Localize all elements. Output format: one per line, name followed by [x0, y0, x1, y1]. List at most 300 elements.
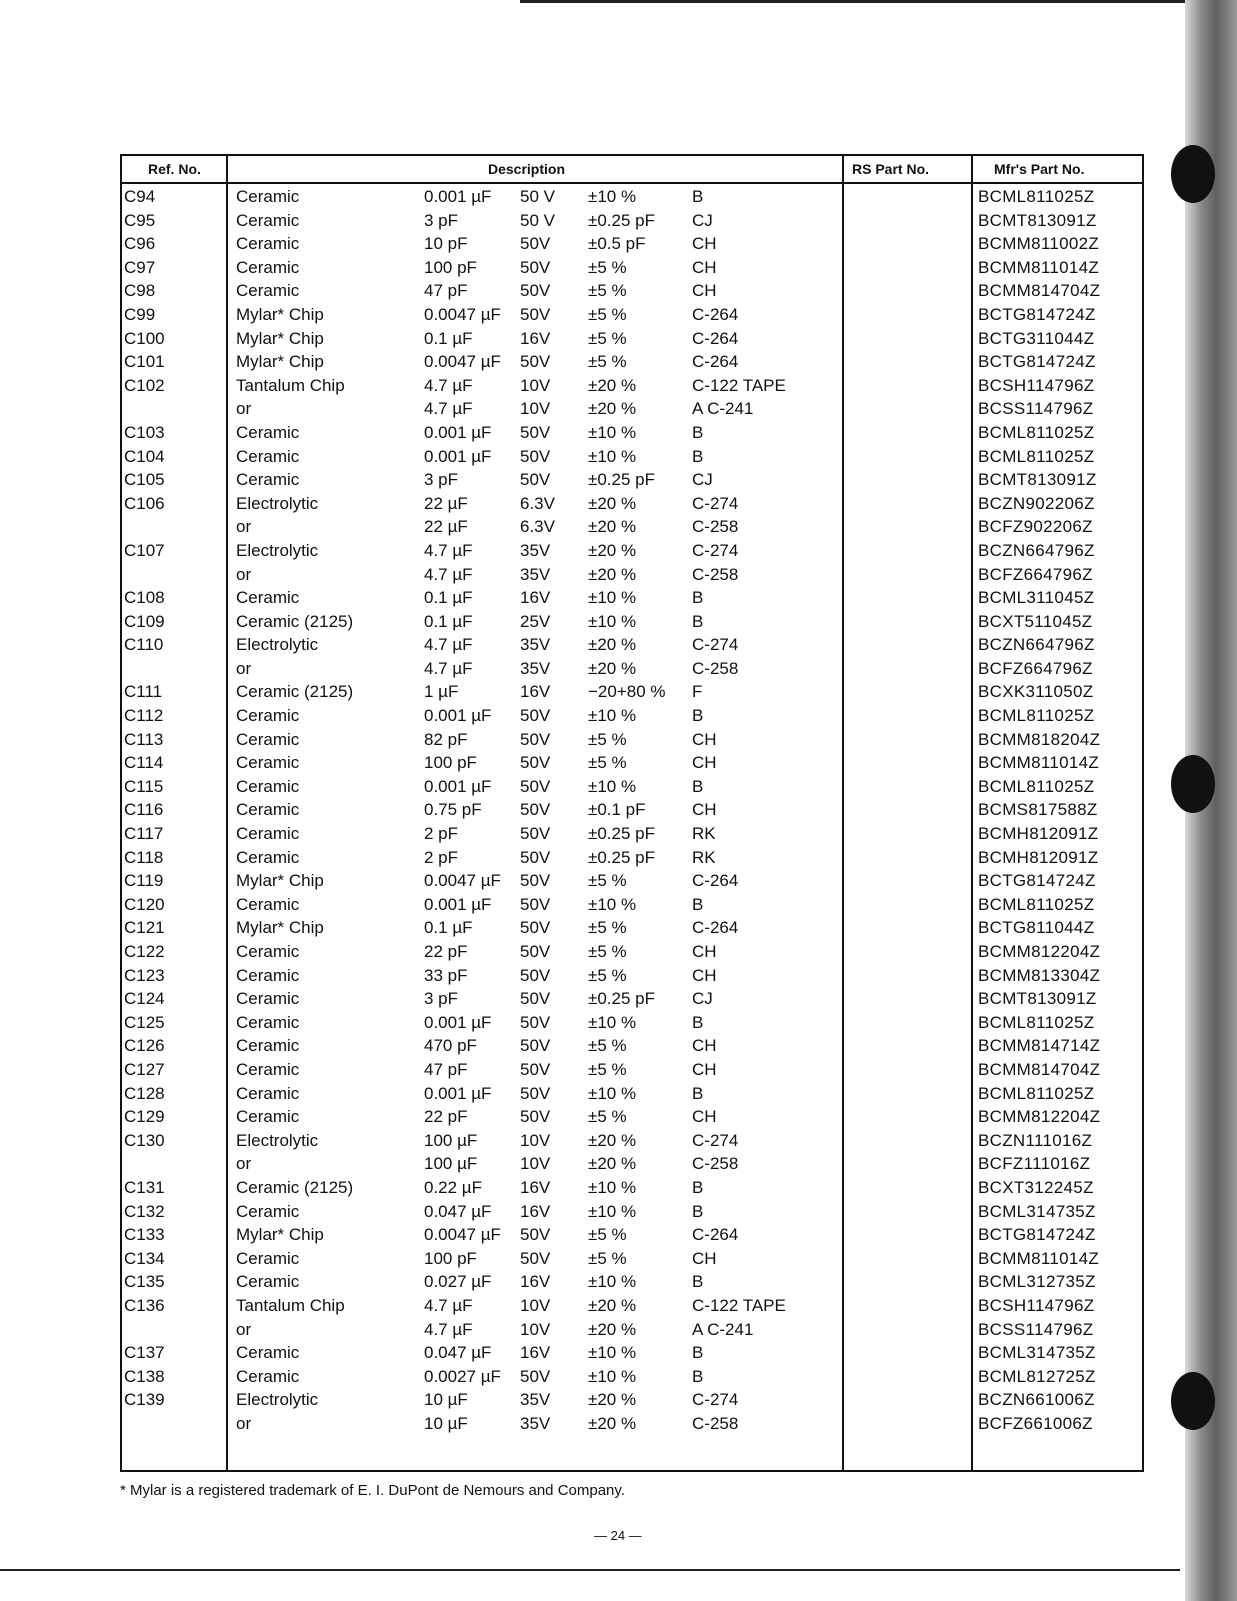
code-cell: B	[692, 446, 704, 466]
code-cell: B	[692, 1343, 704, 1363]
tolerance-cell: ±10 %	[588, 1272, 637, 1292]
type-cell: Mylar* Chip	[236, 304, 324, 324]
tolerance-cell: ±10 %	[588, 422, 637, 442]
mfr-part-cell: BCTG811044Z	[978, 918, 1095, 938]
type-cell: Electrolytic	[236, 635, 319, 655]
value-cell: 4.7 µF	[424, 564, 473, 584]
tolerance-cell: ±5 %	[588, 328, 627, 348]
ref-cell: C131	[124, 1177, 165, 1197]
voltage-cell: 50V	[520, 352, 551, 372]
table-row	[122, 278, 1142, 302]
voltage-cell: 50V	[520, 942, 551, 961]
type-cell: Ceramic (2125)	[236, 611, 354, 631]
code-cell: CH	[692, 942, 717, 961]
voltage-cell: 50V	[520, 824, 551, 844]
header-description: Description	[488, 161, 566, 177]
mfr-part-cell: BCMM814704Z	[978, 1059, 1101, 1079]
value-cell: 4.7 µF	[424, 1319, 473, 1339]
voltage-cell: 10V	[520, 399, 551, 419]
code-cell: C-274	[692, 493, 739, 513]
table-row	[122, 184, 1142, 208]
mfr-part-cell: BCML811025Z	[978, 776, 1095, 796]
mfr-part-cell: BCML314735Z	[978, 1201, 1096, 1221]
ref-cell: C138	[124, 1366, 165, 1386]
value-cell: 0.001 µF	[424, 1083, 492, 1103]
voltage-cell: 35V	[520, 635, 551, 655]
tolerance-cell: ±20 %	[588, 1295, 637, 1315]
mfr-part-cell: BCFZ664796Z	[978, 658, 1093, 678]
value-cell: 2 pF	[424, 847, 459, 867]
value-cell: 10 µF	[424, 1413, 468, 1433]
tolerance-cell: ±10 %	[588, 1012, 637, 1032]
table-row	[122, 396, 1142, 420]
value-cell: 0.001 µF	[424, 776, 492, 796]
code-cell: C-264	[692, 871, 739, 891]
ref-cell: C94	[124, 187, 156, 206]
ref-cell: C105	[124, 470, 165, 490]
table-row	[122, 845, 1142, 869]
table-row	[122, 1222, 1142, 1246]
value-cell: 0.1 µF	[424, 588, 473, 608]
value-cell: 0.047 µF	[424, 1343, 492, 1363]
code-cell: CH	[692, 729, 717, 749]
value-cell: 0.1 µF	[424, 611, 473, 631]
table-row	[122, 562, 1142, 586]
table-row	[122, 727, 1142, 751]
table-row	[122, 750, 1142, 774]
mfr-part-cell: BCTG814724Z	[978, 871, 1096, 891]
scan-bottom-line	[0, 1569, 1180, 1571]
voltage-cell: 16V	[520, 1177, 551, 1197]
code-cell: C-258	[692, 517, 739, 537]
mfr-part-cell: BCMM812204Z	[978, 1107, 1101, 1127]
ref-cell: C117	[124, 824, 164, 844]
tolerance-cell: ±20 %	[588, 1130, 637, 1150]
voltage-cell: 50V	[520, 989, 551, 1009]
table-row	[122, 632, 1142, 656]
value-cell: 22 µF	[424, 493, 468, 513]
type-cell: Ceramic	[236, 965, 300, 985]
table-row	[122, 1293, 1142, 1317]
tolerance-cell: ±5 %	[588, 729, 627, 749]
value-cell: 4.7 µF	[424, 658, 473, 678]
voltage-cell: 50V	[520, 918, 551, 938]
tolerance-cell: ±10 %	[588, 1201, 637, 1221]
code-cell: B	[692, 1083, 704, 1103]
type-cell: Ceramic	[236, 1366, 300, 1386]
mfr-part-cell: BCMH812091Z	[978, 847, 1099, 867]
table-row	[122, 1175, 1142, 1199]
voltage-cell: 35V	[520, 1413, 551, 1433]
ref-cell: C109	[124, 611, 165, 631]
ref-cell: C129	[124, 1107, 165, 1127]
ref-cell: C130	[124, 1130, 165, 1150]
tolerance-cell: ±10 %	[588, 776, 637, 796]
code-cell: CH	[692, 1036, 717, 1056]
ref-cell: C98	[124, 281, 156, 301]
mfr-part-cell: BCSH114796Z	[978, 1295, 1095, 1315]
code-cell: CH	[692, 257, 717, 277]
tolerance-cell: ±20 %	[588, 635, 637, 655]
ref-cell: C112	[124, 706, 164, 726]
value-cell: 47 pF	[424, 281, 468, 301]
table-row	[122, 1104, 1142, 1128]
type-cell: Ceramic	[236, 281, 300, 301]
value-cell: 3 pF	[424, 989, 459, 1009]
mfr-part-cell: BCXK311050Z	[978, 682, 1094, 702]
code-cell: C-264	[692, 328, 739, 348]
ref-cell: C133	[124, 1225, 165, 1245]
mfr-part-cell: BCMM811014Z	[978, 257, 1100, 277]
value-cell: 470 pF	[424, 1036, 477, 1056]
table-row	[122, 609, 1142, 633]
code-cell: C-274	[692, 1390, 739, 1410]
code-cell: B	[692, 1201, 704, 1221]
tolerance-cell: ±0.25 pF	[588, 824, 655, 844]
table-row	[122, 1387, 1142, 1411]
tolerance-cell: ±5 %	[588, 1225, 627, 1245]
tolerance-cell: ±20 %	[588, 540, 637, 560]
mfr-part-cell: BCMM818204Z	[978, 729, 1101, 749]
tolerance-cell: ±5 %	[588, 1107, 627, 1127]
table-row	[122, 1057, 1142, 1081]
tolerance-cell: ±10 %	[588, 1343, 637, 1363]
voltage-cell: 25V	[520, 611, 551, 631]
table-row	[122, 1128, 1142, 1152]
voltage-cell: 16V	[520, 682, 551, 702]
table-row	[122, 231, 1142, 255]
mfr-part-cell: BCFZ664796Z	[978, 564, 1093, 584]
tolerance-cell: ±20 %	[588, 493, 637, 513]
ref-cell: C132	[124, 1201, 165, 1221]
value-cell: 82 pF	[424, 729, 468, 749]
value-cell: 0.027 µF	[424, 1272, 492, 1292]
type-cell: Ceramic	[236, 234, 300, 254]
voltage-cell: 50V	[520, 304, 551, 324]
voltage-cell: 50V	[520, 847, 551, 867]
type-cell: Ceramic	[236, 588, 300, 608]
ref-cell: C106	[124, 493, 165, 513]
tolerance-cell: ±20 %	[588, 375, 637, 395]
code-cell: B	[692, 422, 704, 442]
mfr-part-cell: BCML811025Z	[978, 422, 1095, 442]
tolerance-cell: ±5 %	[588, 1248, 627, 1268]
code-cell: B	[692, 776, 704, 796]
code-cell: CH	[692, 234, 717, 254]
voltage-cell: 10V	[520, 1154, 551, 1174]
type-cell: Ceramic	[236, 1036, 300, 1056]
type-cell: Ceramic	[236, 942, 300, 961]
table-row	[122, 821, 1142, 845]
voltage-cell: 50V	[520, 776, 551, 796]
mfr-part-cell: BCXT511045Z	[978, 611, 1093, 631]
code-cell: CH	[692, 1107, 717, 1127]
code-cell: C-258	[692, 1154, 739, 1174]
value-cell: 0.001 µF	[424, 894, 492, 914]
table-row	[122, 892, 1142, 916]
voltage-cell: 16V	[520, 328, 551, 348]
header-rs-part: RS Part No.	[852, 161, 930, 177]
voltage-cell: 50V	[520, 422, 551, 442]
tolerance-cell: ±10 %	[588, 446, 637, 466]
table-row	[122, 1151, 1142, 1175]
tolerance-cell: ±5 %	[588, 352, 627, 372]
table-row	[122, 514, 1142, 538]
code-cell: B	[692, 1177, 704, 1197]
tolerance-cell: ±10 %	[588, 706, 637, 726]
voltage-cell: 50V	[520, 1012, 551, 1032]
tolerance-cell: ±20 %	[588, 1154, 637, 1174]
mfr-part-cell: BCMM812204Z	[978, 942, 1101, 961]
type-cell: Ceramic (2125)	[236, 1177, 354, 1197]
voltage-cell: 6.3V	[520, 493, 555, 513]
code-cell: C-122 TAPE	[692, 375, 786, 395]
punch-hole-middle	[1171, 755, 1215, 813]
table-row	[122, 538, 1142, 562]
type-cell: Ceramic	[236, 1272, 300, 1292]
voltage-cell: 35V	[520, 540, 551, 560]
header-mfr-part: Mfr's Part No.	[994, 161, 1085, 177]
ref-cell: C134	[124, 1248, 165, 1268]
ref-cell: C107	[124, 540, 165, 560]
code-cell: CJ	[692, 989, 713, 1009]
value-cell: 0.0047 µF	[424, 304, 501, 324]
code-cell: CH	[692, 1059, 717, 1079]
type-cell: or	[236, 1154, 252, 1174]
value-cell: 4.7 µF	[424, 635, 473, 655]
value-cell: 0.1 µF	[424, 918, 473, 938]
ref-cell: C96	[124, 234, 156, 254]
voltage-cell: 50V	[520, 446, 551, 466]
table-row	[122, 491, 1142, 515]
type-cell: Ceramic	[236, 753, 300, 773]
type-cell: Ceramic	[236, 446, 300, 466]
value-cell: 4.7 µF	[424, 540, 473, 560]
mfr-part-cell: BCMS817588Z	[978, 800, 1098, 820]
tolerance-cell: ±20 %	[588, 517, 637, 537]
ref-cell: C99	[124, 304, 156, 324]
mfr-part-cell: BCML811025Z	[978, 1012, 1095, 1032]
type-cell: Ceramic	[236, 1248, 300, 1268]
code-cell: C-274	[692, 540, 739, 560]
code-cell: CH	[692, 965, 717, 985]
mfr-part-cell: BCXT312245Z	[978, 1177, 1094, 1197]
code-cell: CH	[692, 753, 717, 773]
mfr-part-cell: BCSH114796Z	[978, 375, 1095, 395]
ref-cell: C128	[124, 1083, 165, 1103]
ref-cell: C100	[124, 328, 165, 348]
value-cell: 10 pF	[424, 234, 468, 254]
ref-cell: C108	[124, 588, 165, 608]
table-row	[122, 1269, 1142, 1293]
value-cell: 100 pF	[424, 1248, 477, 1268]
code-cell: CJ	[692, 470, 713, 490]
type-cell: Ceramic	[236, 847, 300, 867]
type-cell: Ceramic	[236, 257, 300, 277]
table-row	[122, 703, 1142, 727]
voltage-cell: 10V	[520, 1130, 551, 1150]
mfr-part-cell: BCTG311044Z	[978, 328, 1095, 348]
value-cell: 100 pF	[424, 753, 477, 773]
value-cell: 33 pF	[424, 965, 468, 985]
code-cell: RK	[692, 824, 716, 844]
type-cell: or	[236, 1413, 252, 1433]
ref-cell: C120	[124, 894, 165, 914]
ref-cell: C101	[124, 352, 165, 372]
type-cell: Mylar* Chip	[236, 1225, 324, 1245]
mfr-part-cell: BCFZ661006Z	[978, 1413, 1093, 1433]
code-cell: B	[692, 588, 704, 608]
tolerance-cell: ±0.25 pF	[588, 470, 655, 490]
voltage-cell: 50V	[520, 894, 551, 914]
ref-cell: C123	[124, 965, 165, 985]
ref-cell: C135	[124, 1272, 165, 1292]
voltage-cell: 50V	[520, 1366, 551, 1386]
ref-cell: C127	[124, 1059, 165, 1079]
tolerance-cell: ±0.5 pF	[588, 234, 646, 254]
type-cell: Electrolytic	[236, 1390, 319, 1410]
header-ref: Ref. No.	[148, 161, 201, 177]
value-cell: 4.7 µF	[424, 399, 473, 419]
mfr-part-cell: BCML811025Z	[978, 187, 1095, 206]
voltage-cell: 16V	[520, 1201, 551, 1221]
voltage-cell: 50V	[520, 1248, 551, 1268]
voltage-cell: 50V	[520, 729, 551, 749]
value-cell: 4.7 µF	[424, 375, 473, 395]
code-cell: B	[692, 187, 704, 206]
mfr-part-cell: BCZN661006Z	[978, 1390, 1095, 1410]
voltage-cell: 35V	[520, 564, 551, 584]
value-cell: 0.75 pF	[424, 800, 482, 820]
voltage-cell: 50 V	[520, 187, 555, 206]
type-cell: Ceramic	[236, 1059, 300, 1079]
code-cell: B	[692, 706, 704, 726]
code-cell: CJ	[692, 210, 713, 230]
table-row	[122, 915, 1142, 939]
table-row	[122, 679, 1142, 703]
value-cell: 0.001 µF	[424, 422, 492, 442]
punch-hole-bottom	[1171, 1372, 1215, 1430]
table-row	[122, 208, 1142, 232]
value-cell: 0.047 µF	[424, 1201, 492, 1221]
ref-cell: C102	[124, 375, 165, 395]
type-cell: Ceramic	[236, 1201, 300, 1221]
code-cell: B	[692, 1012, 704, 1032]
table-row	[122, 1340, 1142, 1364]
tolerance-cell: ±10 %	[588, 611, 637, 631]
value-cell: 22 µF	[424, 517, 468, 537]
value-cell: 3 pF	[424, 470, 459, 490]
mfr-part-cell: BCMM811014Z	[978, 1248, 1100, 1268]
tolerance-cell: ±0.1 pF	[588, 800, 646, 820]
table-row	[122, 868, 1142, 892]
scan-top-line	[520, 0, 1220, 3]
tolerance-cell: ±20 %	[588, 1413, 637, 1433]
table-row	[122, 963, 1142, 987]
mfr-part-cell: BCFZ902206Z	[978, 517, 1093, 537]
mfr-part-cell: BCTG814724Z	[978, 304, 1096, 324]
mfr-part-cell: BCMH812091Z	[978, 824, 1099, 844]
value-cell: 22 pF	[424, 942, 468, 961]
tolerance-cell: ±5 %	[588, 918, 627, 938]
mfr-part-cell: BCFZ111016Z	[978, 1154, 1091, 1174]
mfr-part-cell: BCML811025Z	[978, 706, 1095, 726]
voltage-cell: 50V	[520, 281, 551, 301]
tolerance-cell: ±5 %	[588, 965, 627, 985]
voltage-cell: 50V	[520, 871, 551, 891]
mfr-part-cell: BCZN902206Z	[978, 493, 1095, 513]
type-cell: Ceramic	[236, 706, 300, 726]
value-cell: 100 µF	[424, 1130, 478, 1150]
type-cell: Ceramic	[236, 894, 300, 914]
footnote: * Mylar is a registered trademark of E. I. DuPont de Nemours and Company.	[120, 1482, 625, 1499]
type-cell: Ceramic	[236, 1012, 300, 1032]
ref-cell: C103	[124, 422, 165, 442]
ref-cell: C136	[124, 1295, 165, 1315]
tolerance-cell: ±5 %	[588, 257, 627, 277]
value-cell: 47 pF	[424, 1059, 468, 1079]
type-cell: Mylar* Chip	[236, 871, 324, 891]
mfr-part-cell: BCML811025Z	[978, 446, 1095, 466]
ref-cell: C104	[124, 446, 165, 466]
value-cell: 1 µF	[424, 682, 459, 702]
code-cell: C-274	[692, 1130, 739, 1150]
tolerance-cell: ±10 %	[588, 187, 637, 206]
voltage-cell: 50V	[520, 234, 551, 254]
value-cell: 100 pF	[424, 257, 477, 277]
voltage-cell: 50V	[520, 257, 551, 277]
type-cell: or	[236, 658, 252, 678]
tolerance-cell: ±5 %	[588, 1059, 627, 1079]
table-row	[122, 939, 1142, 963]
code-cell: RK	[692, 847, 716, 867]
type-cell: Tantalum Chip	[236, 375, 345, 395]
tolerance-cell: ±10 %	[588, 1083, 637, 1103]
tolerance-cell: ±20 %	[588, 1390, 637, 1410]
code-cell: B	[692, 611, 704, 631]
mfr-part-cell: BCML311045Z	[978, 588, 1095, 608]
code-cell: C-122 TAPE	[692, 1295, 786, 1315]
code-cell: CH	[692, 800, 717, 820]
code-cell: C-258	[692, 1413, 739, 1433]
ref-cell: C121	[124, 918, 165, 938]
type-cell: Ceramic	[236, 470, 300, 490]
value-cell: 0.0047 µF	[424, 352, 501, 372]
voltage-cell: 6.3V	[520, 517, 555, 537]
mfr-part-cell: BCML811025Z	[978, 894, 1095, 914]
voltage-cell: 16V	[520, 588, 551, 608]
voltage-cell: 35V	[520, 658, 551, 678]
table-row	[122, 774, 1142, 798]
voltage-cell: 10V	[520, 375, 551, 395]
type-cell: Ceramic	[236, 187, 300, 206]
tolerance-cell: ±5 %	[588, 1036, 627, 1056]
table-row	[122, 302, 1142, 326]
value-cell: 0.1 µF	[424, 328, 473, 348]
table-header	[122, 156, 1142, 184]
ref-cell: C118	[124, 847, 164, 867]
tolerance-cell: ±10 %	[588, 1366, 637, 1386]
value-cell: 2 pF	[424, 824, 459, 844]
type-cell: Ceramic	[236, 1343, 300, 1363]
table-row	[122, 349, 1142, 373]
voltage-cell: 50V	[520, 1083, 551, 1103]
ref-cell: C139	[124, 1390, 165, 1410]
voltage-cell: 50V	[520, 753, 551, 773]
voltage-cell: 50V	[520, 1107, 551, 1127]
value-cell: 100 µF	[424, 1154, 478, 1174]
ref-cell: C97	[124, 257, 156, 277]
